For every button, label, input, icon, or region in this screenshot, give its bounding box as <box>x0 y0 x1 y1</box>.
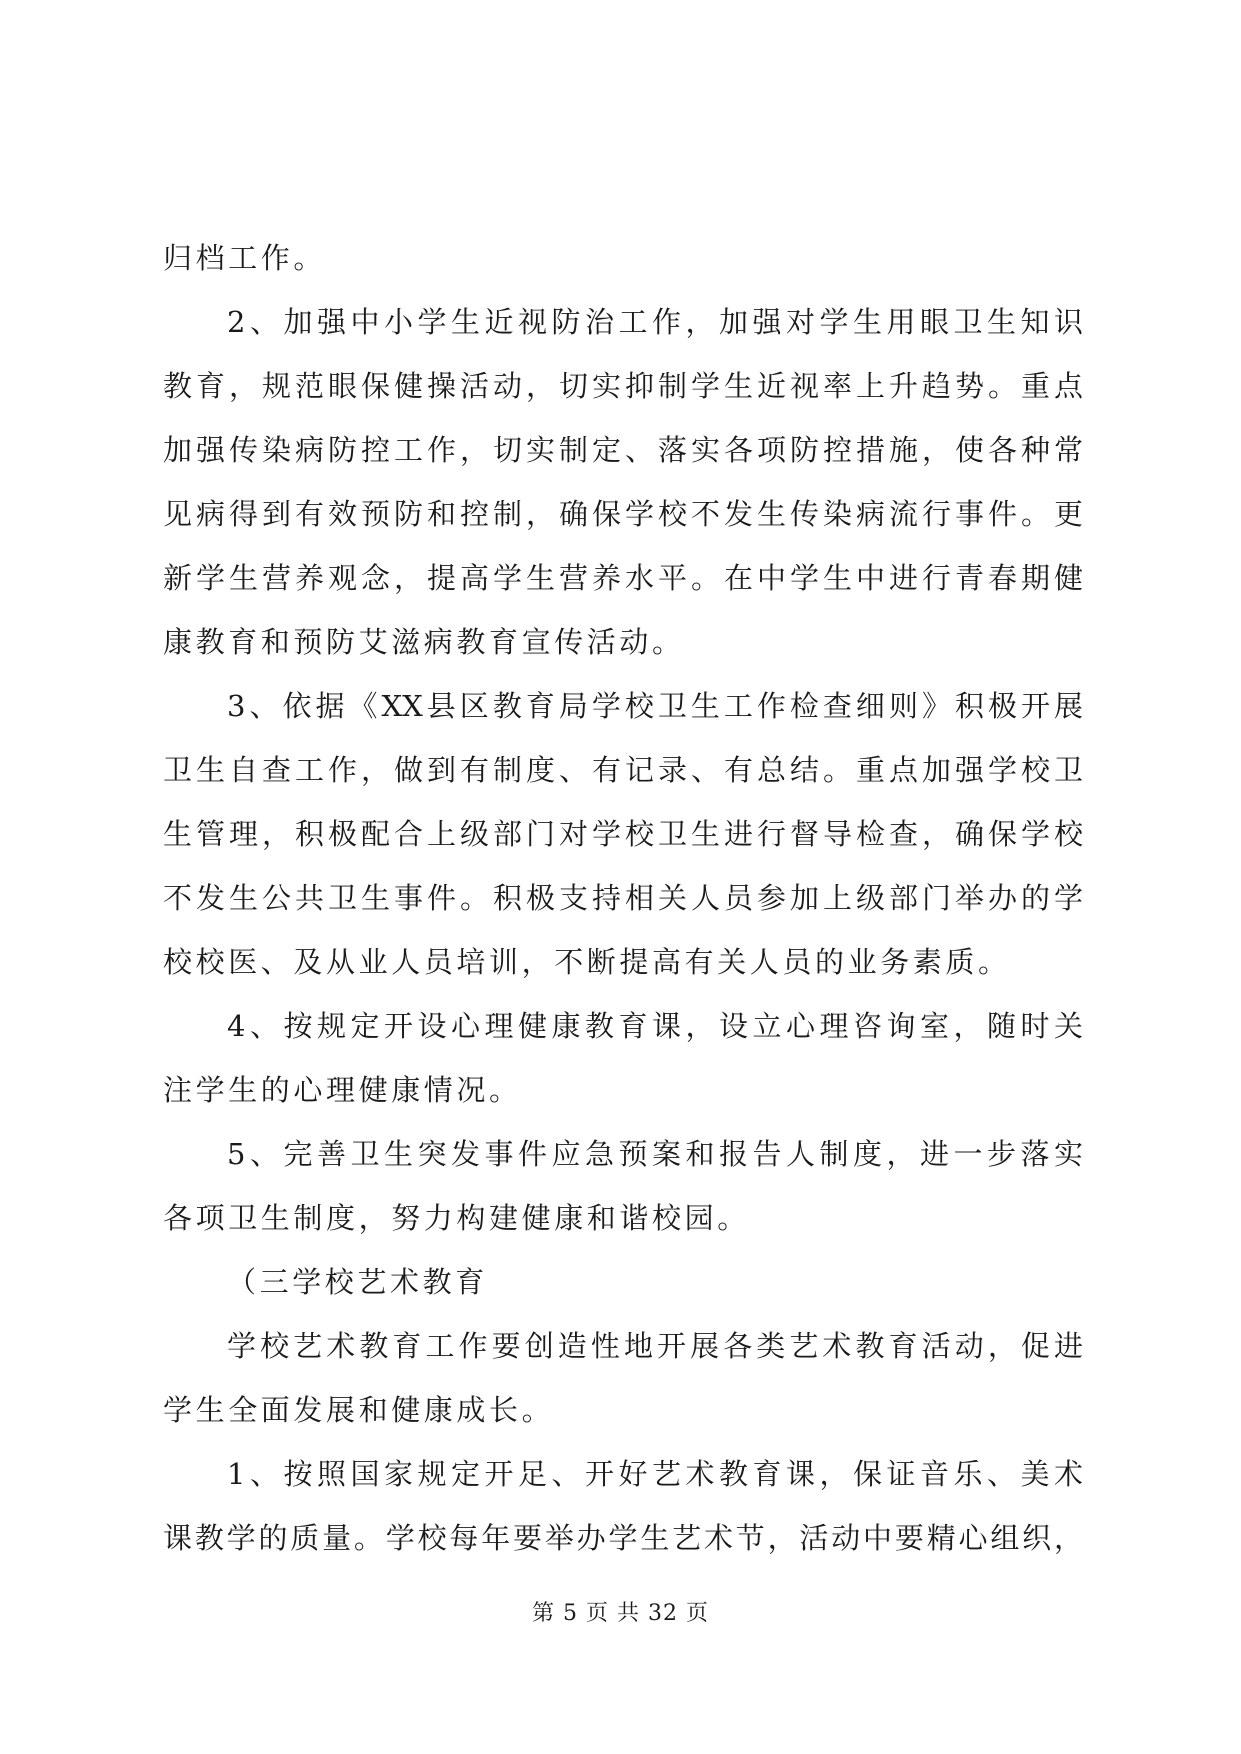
text-line: 课教学的质量。学校每年要举办学生艺术节，活动中要精心组织， <box>163 1521 1083 1555</box>
text-line: 新学生营养观念，提高学生营养水平。在中学生中进行青春期健 <box>163 561 1083 595</box>
text-line: 4、按规定开设心理健康教育课，设立心理咨询室，随时关 <box>227 1009 1083 1043</box>
text-line: 卫生自查工作，做到有制度、有记录、有总结。重点加强学校卫 <box>163 753 1083 787</box>
section-heading: （三学校艺术教育 <box>227 1265 488 1299</box>
text-line: 5、完善卫生突发事件应急预案和报告人制度，进一步落实 <box>227 1137 1083 1171</box>
text-line: 学生全面发展和健康成长。 <box>163 1393 555 1427</box>
text-line: 不发生公共卫生事件。积极支持相关人员参加上级部门举办的学 <box>163 881 1083 915</box>
text-line: 归档工作。 <box>163 241 327 275</box>
text-line: 生管理，积极配合上级部门对学校卫生进行督导检查，确保学校 <box>163 817 1083 851</box>
text-line: 各项卫生制度，努力构建健康和谐校园。 <box>163 1201 750 1235</box>
text-line: 加强传染病防控工作，切实制定、落实各项防控措施，使各种常 <box>163 433 1083 467</box>
text-line: 2、加强中小学生近视防治工作，加强对学生用眼卫生知识 <box>227 305 1083 339</box>
text-line: 3、依据《XX县区教育局学校卫生工作检查细则》积极开展 <box>227 689 1083 723</box>
text-line: 注学生的心理健康情况。 <box>163 1073 522 1107</box>
text-line: 康教育和预防艾滋病教育宣传活动。 <box>163 625 685 659</box>
document-body <box>163 226 1083 1570</box>
text-line: 1、按照国家规定开足、开好艺术教育课，保证音乐、美术 <box>227 1457 1083 1491</box>
page-number-footer: 第 5 页 共 32 页 <box>532 1601 709 1626</box>
text-line: 教育，规范眼保健操活动，切实抑制学生近视率上升趋势。重点 <box>163 369 1083 403</box>
text-line: 见病得到有效预防和控制，确保学校不发生传染病流行事件。更 <box>163 497 1083 531</box>
text-line: 学校艺术教育工作要创造性地开展各类艺术教育活动，促进 <box>227 1329 1083 1363</box>
text-line: 校校医、及从业人员培训，不断提高有关人员的业务素质。 <box>163 945 1011 979</box>
